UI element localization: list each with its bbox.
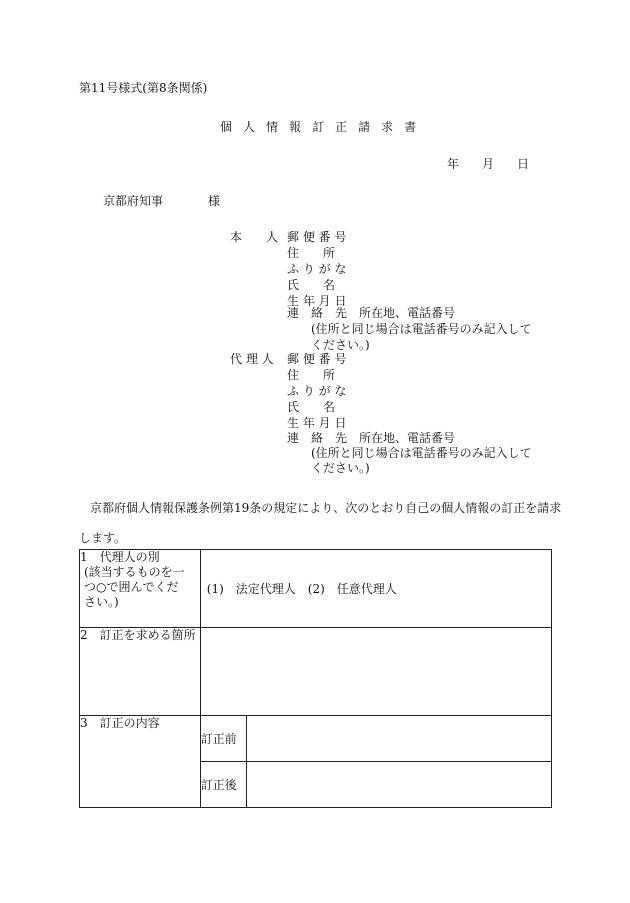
correction-location-field[interactable] [200,628,551,716]
agent-name-label: 氏 名 [287,400,336,414]
applicant-label: 本 人 [230,230,279,244]
agent-type-options[interactable] [200,550,551,628]
document-title [220,120,427,134]
agent-type-instruction: (該当するものを一 [84,565,185,579]
title-char: 書 [404,120,417,134]
agent-contact-label: 連 絡 先 所在地、電話番号 [287,431,456,445]
before-label: 訂正前 [200,732,237,746]
applicant-contact-label: 連 絡 先 所在地、電話番号 [287,306,456,320]
date-month: 月 [482,157,495,171]
addressee: 京都府知事 [103,194,164,208]
agent-label: 代 理 人 [230,352,274,366]
correction-content-label-cell [80,716,201,808]
title-char: 訂 [312,120,325,134]
after-label-cell [200,762,246,808]
agent-type-instruction: つ○で囲んでくだ [84,580,179,594]
title-char: 請 [358,120,371,134]
after-label: 訂正後 [200,778,237,792]
request-statement: 京都府個人情報保護条例第19条の規定により、次のとおり自己の個人情報の訂正を請求 [90,501,562,515]
applicant-contact-note: (住所と同じ場合は電話番号のみ記入して [311,322,532,336]
date-day: 日 [517,157,530,171]
applicant-contact-note: ください。) [311,338,370,352]
table-row [80,716,552,762]
title-char: 報 [289,120,302,134]
title-char: 個 [220,120,233,134]
title-char: 求 [381,120,394,134]
request-statement-end: します。 [79,531,127,545]
correction-location-label: 2 訂正を求める箇所 [80,628,196,642]
table-row [80,628,552,716]
correction-content-label: 3 訂正の内容 [80,716,160,730]
applicant-name-label: 氏 名 [287,278,336,292]
form-number: 第11号様式(第8条関係) [79,81,208,95]
agent-furigana-label: ふ り が な [287,384,347,398]
agent-birthdate-label: 生 年 月 日 [287,416,347,430]
before-label-cell [200,716,246,762]
correction-location-label-cell [80,628,201,716]
agent-address-label: 住 所 [287,368,336,382]
applicant-postal-label: 郵 便 番 号 [287,230,347,244]
honorific: 様 [208,194,221,208]
agent-type-instruction: さい。) [84,595,119,609]
date-year: 年 [447,157,460,171]
before-correction-field[interactable] [246,716,551,762]
title-char: 情 [266,120,279,134]
agent-contact-note: (住所と同じ場合は電話番号のみ記入して [311,446,532,460]
title-char: 人 [243,120,256,134]
agent-type-options-text: (1) 法定代理人 (2) 任意代理人 [206,582,397,596]
applicant-address-label: 住 所 [287,246,336,260]
agent-contact-note: ください。) [311,461,370,475]
title-char: 正 [335,120,348,134]
applicant-furigana-label: ふ り が な [287,262,347,276]
correction-form-table [79,549,552,808]
applicant-birthdate-label: 生 年 月 日 [287,294,347,308]
table-row [80,550,552,628]
agent-type-label-cell [80,550,201,628]
agent-postal-label: 郵 便 番 号 [287,352,347,366]
agent-type-heading: 1 代理人の別 [80,550,160,564]
after-correction-field[interactable] [246,762,551,808]
